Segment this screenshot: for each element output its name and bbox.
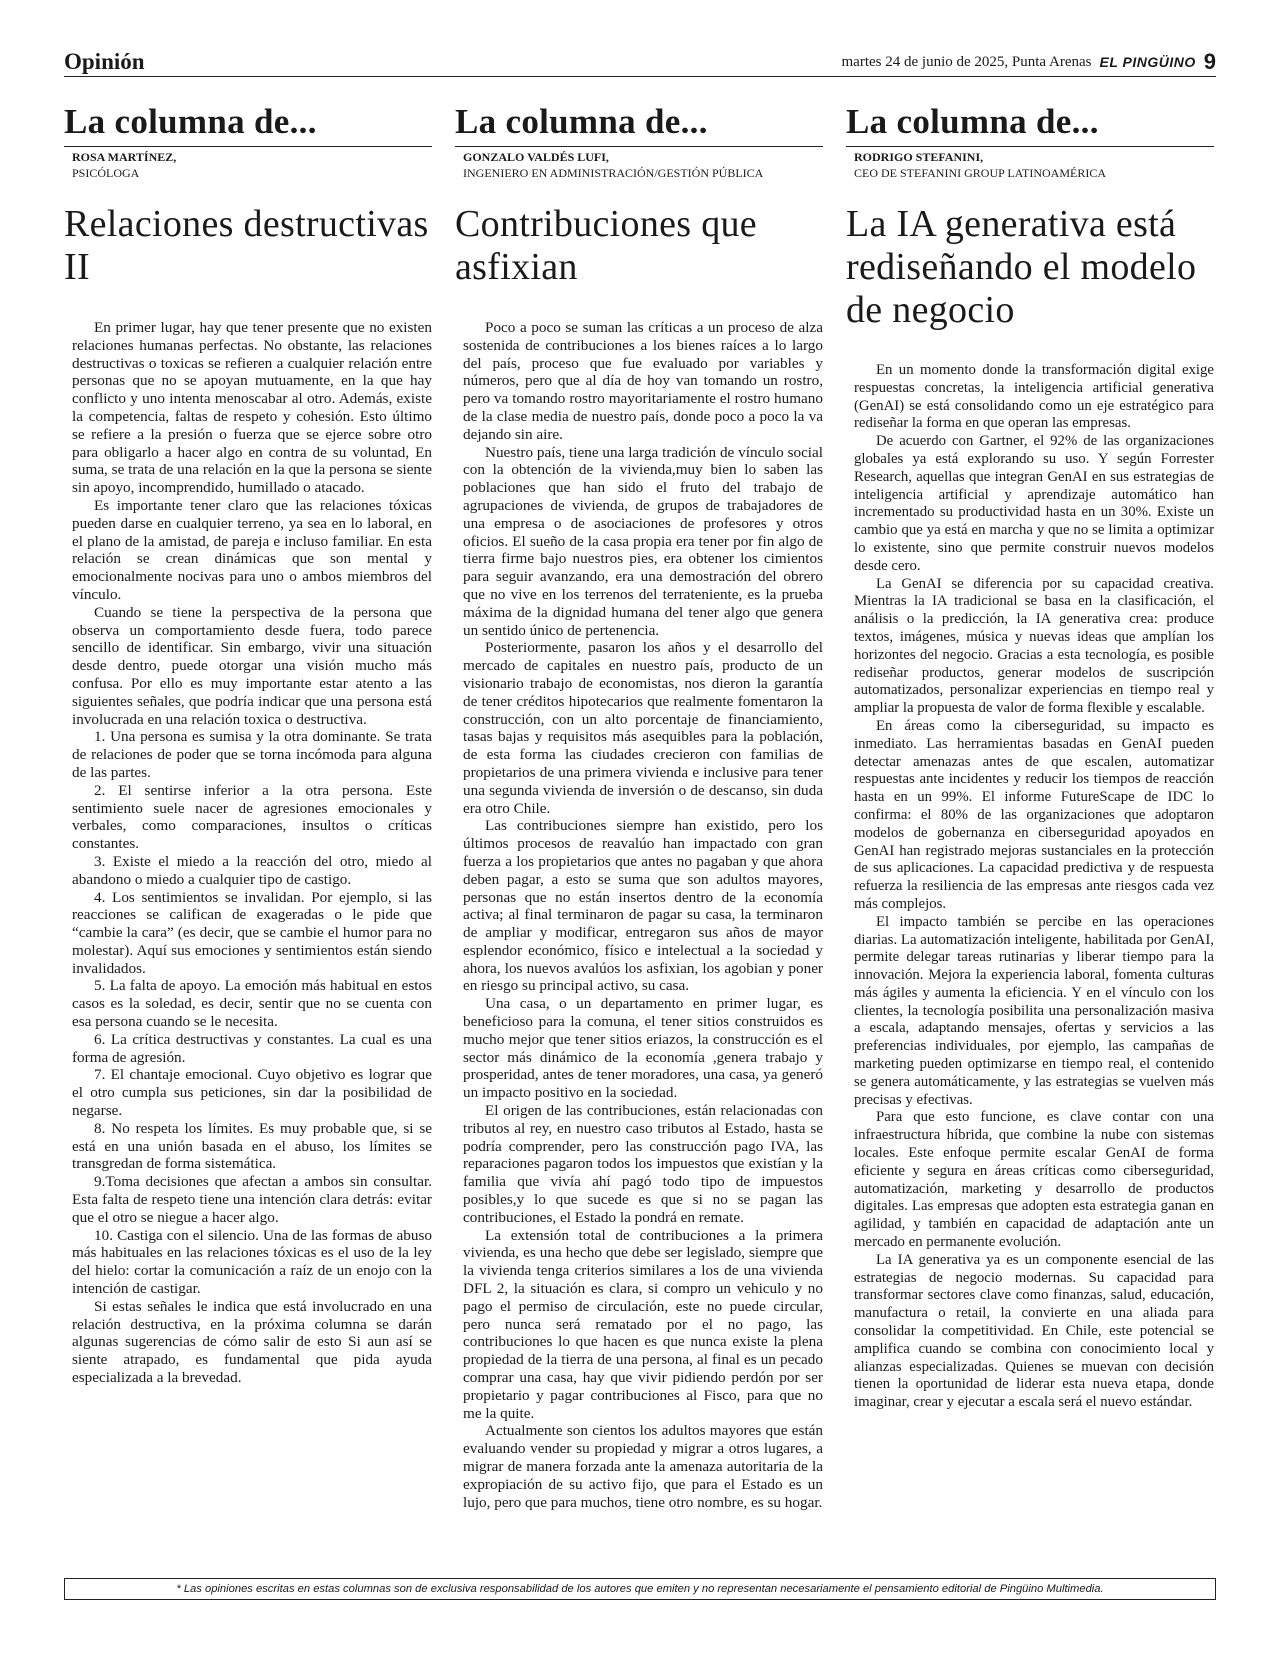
paragraph: 3. Existe el miedo a la reacción del otro, miedo al abandono o miedo a cualquier tipo de castigo. — [72, 852, 432, 888]
paragraph: 9.Toma decisiones que afectan a ambos sin consultar. Esta falta de respeto tiene una intención clara detrás: evitar que el otro se niegue a hacer algo. — [72, 1173, 432, 1226]
author-block — [854, 149, 1214, 181]
author-role: PSICÓLOGA — [72, 166, 140, 180]
paragraph: 2. El sentirse inferior a la otra persona. Este sentimiento suele nacer de agresiones emocionales y verbales, como comparaciones, insultos o críticas constantes. — [72, 781, 432, 853]
column-kicker: La columna de... — [846, 100, 1214, 147]
paragraph: En áreas como la ciberseguridad, su impacto es inmediato. Las herramientas basadas en GenAI pueden detectar amenazas antes de que escalen, automatizar respuestas ante incidentes y reducir los tiempos de reacción hasta en un 99%. El informe FutureScape de IDC lo confirma: el 80% de las organizaciones que adoptaron modelos de gobernanza en ciberseguridad apoyados en GenAI han registrado mejoras sustanciales en la protección de sus aplicaciones. La capacidad predictiva y de respuesta refuerza la resiliencia de las empresas ante riesgos cada vez más complejos. — [854, 717, 1214, 912]
column-3 — [846, 100, 1214, 1412]
newspaper-logo: EL PINGÜINO — [1099, 54, 1196, 70]
article-body — [455, 319, 823, 1511]
paragraph: 5. La falta de apoyo. La emoción más habitual en estos casos es la soledad, es decir, sentir que no se cuenta con esa persona cuando se le necesita. — [72, 977, 432, 1031]
section-title: Opinión — [64, 49, 145, 74]
paragraph: 6. La crítica destructivas y constantes. La cual es una forma de agresión. — [72, 1030, 432, 1066]
paragraph: El impacto también se percibe en las operaciones diarias. La automatización inteligente, habilitada por GenAI, permite delegar tareas rutinarias y liberar tiempo para la innovación. Mejora la experiencia laboral, fomenta culturas más ágiles y aumenta la eficiencia. Y en el vínculo con los clientes, la tecnología posibilita una personalización masiva a escala, adaptando mensajes, ofertas y servicios a las preferencias individuales, por ejemplo, las campañas de marketing pueden optimizarse en tiempo real, el contenido se genera automáticamente, y las estrategias se vuelven más precisas y efectivas. — [854, 913, 1214, 1108]
paragraph: 10. Castiga con el silencio. Una de las formas de abuso más habituales en las relaciones tóxicas es el uso de la ley del hielo: cortar la comunicación a raíz de un enojo con la intención de castigar. — [72, 1226, 432, 1298]
article-body — [846, 362, 1214, 1412]
paragraph: Actualmente son cientos los adultos mayores que están evaluando vender su propiedad y migrar a otros lugares, a migrar de manera forzada ante la amenaza autoritaria de la expropiación de su activo fijo, que para el Estado es un lujo, pero que para muchos, tiene otro nombre, es su hogar. — [463, 1422, 823, 1511]
paragraph: De acuerdo con Gartner, el 92% de las organizaciones globales ya está explorando su uso. Y según Forrester Research, aquellas que integran GenAI en sus estrategias de inteligencia artificial y aprendizaje automático han incrementado su productividad hasta en un 30%. Existe un cambio que ya está en marcha y que no se limita a optimizar lo existente, sino que permite construir nuevos modelos desde cero. — [854, 433, 1214, 574]
paragraph: 4. Los sentimientos se invalidan. Por ejemplo, si las reacciones se califican de exageradas o le pide que “cambie la cara” (es decir, que se cambie el humor para no molestar). Aquí sus emociones y sentimientos están siendo invalidados. — [72, 888, 432, 977]
paragraph: 1. Una persona es sumisa y la otra dominante. Se trata de relaciones de poder que se torna incómoda para alguna de las partes. — [72, 728, 432, 781]
author-name: ROSA MARTÍNEZ, — [72, 150, 177, 164]
paragraph: Si estas señales le indica que está involucrado en una relación destructiva, en la próxima columna se darán algunas sugerencias de cómo salir de esto Si aun así se siente atrapado, es fundamental que pida ayuda especializada a la brevedad. — [72, 1297, 432, 1387]
column-kicker: La columna de... — [64, 100, 432, 147]
paragraph: El origen de las contribuciones, están relacionadas con tributos al rey, en nuestro caso tributos al Estado, hasta se podría comprender, pero las construcción pago IVA, las reparaciones pagaron todos los impuestos que existían y la familia que vivía ahí pagó todo tipo de impuestos posibles,y lo que sucede es que si no se pagan las contribuciones, el Estado la pondrá en remate. — [463, 1102, 823, 1226]
paragraph: Nuestro país, tiene una larga tradición de vínculo social con la obtención de la vivienda,muy bien lo saben las poblaciones que han sido el fruto del trabajo de agrupaciones de vivienda, de grupos de trabajadores de una empresa o de asociaciones de profesores y otros oficios. El sueño de la casa propia era tener por fin algo de tierra firme bajo nuestros pies, era obtener los cimientos para seguir avanzando, era una demostración del obrero que no vive en los terrenos del terrateniente, es la prueba máxima de la dignidad humana del tener algo que genera un sentido único de pertenencia. — [463, 443, 823, 639]
column-1 — [64, 100, 432, 1387]
paragraph: Las contribuciones siempre han existido, pero los últimos procesos de reavalúo han impactado con gran fuerza a los propietarios que antes no pagaban y que ahora deben pagar, a esto se suma que son adultos mayores, personas que no están insertos dentro de la economía activa; al final terminaron de pagar su casa, la terminaron de ampliar y modificar, entregaron sus años de mayor esplendor económico, físico e intelectual a la sociedad y ahora, los nuevos avalúos los asfixian, los agobian y poner en riesgo su principal activo, su casa. — [463, 817, 823, 995]
author-role: CEO DE STEFANINI GROUP LATINOAMÉRICA — [854, 166, 1106, 180]
author-name: RODRIGO STEFANINI, — [854, 150, 984, 164]
paragraph: Cuando se tiene la perspectiva de la persona que observa un comportamiento desde fuera, todo parece sencillo de identificar. Sin embargo, vivir una situación desde dentro, puede otorgar una visión mucho más confusa. Por ello es muy importante estar atento a las siguientes señales, que podría indicar que una persona está involucrada en una relación toxica o destructiva. — [72, 603, 432, 728]
author-role: INGENIERO EN ADMINISTRACIÓN/GESTIÓN PÚBLICA — [463, 166, 764, 180]
author-name: GONZALO VALDÉS LUFI, — [463, 150, 609, 164]
paragraph: Es importante tener claro que las relaciones tóxicas pueden darse en cualquier terreno, ya sea en lo laboral, en el plano de la amistad, de pareja e incluso familiar. En esta relación se crean dinámicas que son mental y emocionalmente nocivas para uno o ambos miembros del vínculo. — [72, 496, 432, 603]
page-number: 9 — [1203, 49, 1216, 74]
paragraph: Poco a poco se suman las críticas a un proceso de alza sostenida de contribuciones a los bienes raíces a lo largo del país, proceso que fue evaluado por variables y números, pero que al día de hoy van tomando un rostro, pero va tomando rostro mayoritariamente el rostro humano de la clase media de nuestro país, donde poco a poco la va dejando sin aire. — [463, 319, 823, 443]
paragraph: En un momento donde la transformación digital exige respuestas concretas, la inteligencia artificial generativa (GenAI) se está consolidando como un eje estratégico para rediseñar la forma en que operan las empresas. — [854, 362, 1214, 432]
author-block — [72, 149, 432, 181]
paragraph: La extensión total de contribuciones a la primera vivienda, es una hecho que debe ser legislado, siempre que la vivienda tenga criterios similares a los de una vivienda DFL 2, la situación es clara, si compro un vehiculo y no pago el permiso de circulación, este no puede circular, pero nunca será rematado por el no pago, las contribuciones lo que hacen es que nunca existe la plena propiedad de la tierra de una persona, al final es un pecado comprar una casa, hay que vivir pidiendo perdón por ser propietario y pagar contribuciones al Fisco, para que no me la quite. — [463, 1226, 823, 1422]
article-headline: Relaciones destructivas II — [64, 203, 429, 288]
disclaimer-box — [64, 1578, 1216, 1600]
author-block — [463, 149, 823, 181]
paragraph: Una casa, o un departamento en primer lugar, es beneficioso para la comuna, el tener sitios construidos es mucho mejor que tener sitios eriazos, la construcción es el sector más dinámico de la economía ,genera trabajo y prosperidad, antes de tener moradores, una casa, ya generó un impacto positivo en la sociedad. — [463, 995, 823, 1102]
column-kicker: La columna de... — [455, 100, 823, 147]
paragraph: La GenAI se diferencia por su capacidad creativa. Mientras la IA tradicional se basa en la clasificación, el análisis o la predicción, la IA generativa crea: produce textos, imágenes, música y nuevas ideas que amplían los horizontes del negocio. Gracias a esta tecnología, es posible rediseñar productos, generar modelos de suscripción automatizados, personalizar experiencias en tiempo real y ampliar la propuesta de valor de forma flexible y escalable. — [854, 575, 1214, 717]
article-headline: La IA generativa está rediseñando el modelo de negocio — [846, 203, 1197, 331]
disclaimer-text: * Las opiniones escritas en estas columnas son de exclusiva responsabilidad de los autores que emiten y no representan necesariamente el pensamiento editorial de Pingüino Multimedia. — [176, 1583, 1104, 1595]
paragraph: Posteriormente, pasaron los años y el desarrollo del mercado de capitales en nuestro país, producto de un visionario trabajo de economistas, nos dieron la garantía de tener créditos hipotecarios que realmente fomentaron la construcción, con un alto porcentaje de financiamiento, tasas bajas y requisitos más asequibles para la población, de esta forma las ciudades crecieron con familias de propietarios de una primera vivienda e inclusive para tener una segunda vivienda de inversión o de descanso, sin duda era otro Chile. — [463, 639, 823, 817]
article-headline: Contribuciones que asfixian — [455, 203, 757, 288]
dateline: martes 24 de junio de 2025, Punta Arenas — [841, 53, 1092, 70]
column-2 — [455, 100, 823, 1511]
page-header — [64, 48, 1216, 77]
paragraph: 8. No respeta los límites. Es muy probable que, si se está en una unión basada en el abuso, los límites se transgredan de forma sistemática. — [72, 1119, 432, 1173]
article-body — [64, 319, 432, 1387]
paragraph: La IA generativa ya es un componente esencial de las estrategias de negocio modernas. Su capacidad para transformar sectores clave como finanzas, salud, educación, manufactura o retail, la convierte en una aliada para consolidar la competitividad. En Chile, este potencial se amplifica cuando se combina con conocimiento local y alianzas especializadas. Quienes se muevan con decisión tienen la oportunidad de liderar esta nueva etapa, donde imaginar, crear y ejecutar a escala será el nuevo estándar. — [854, 1251, 1214, 1411]
paragraph: En primer lugar, hay que tener presente que no existen relaciones humanas perfectas. No obstante, las relaciones destructivas o toxicas se refieren a cualquier relación entre personas que no se apoyan mutuamente, en la que hay conflicto y uno intenta menoscabar al otro. Además, existe la competencia, faltas de respeto y cohesión. Esto último se refiere a la presión o fuerza que se ejerce sobre otro para obligarlo a hacer algo en contra de su voluntad, En suma, se trata de una relación en la que la persona se siente sin apoyo, incomprendido, humillado o atacado. — [72, 319, 432, 497]
paragraph: Para que esto funcione, es clave contar con una infraestructura híbrida, que combine la nube con sistemas locales. Este enfoque permite escalar GenAI de forma eficiente y segura en áreas críticas como ciberseguridad, automatización, marketing y desarrollo de productos digitales. Las empresas que adopten esta estrategia ganan en agilidad, y también en capacidad de adaptación ante un mercado en permanente evolución. — [854, 1109, 1214, 1251]
header-meta — [842, 51, 1216, 73]
paragraph: 7. El chantaje emocional. Cuyo objetivo es lograr que el otro cumpla sus peticiones, sin dar la posibilidad de negarse. — [72, 1066, 432, 1120]
